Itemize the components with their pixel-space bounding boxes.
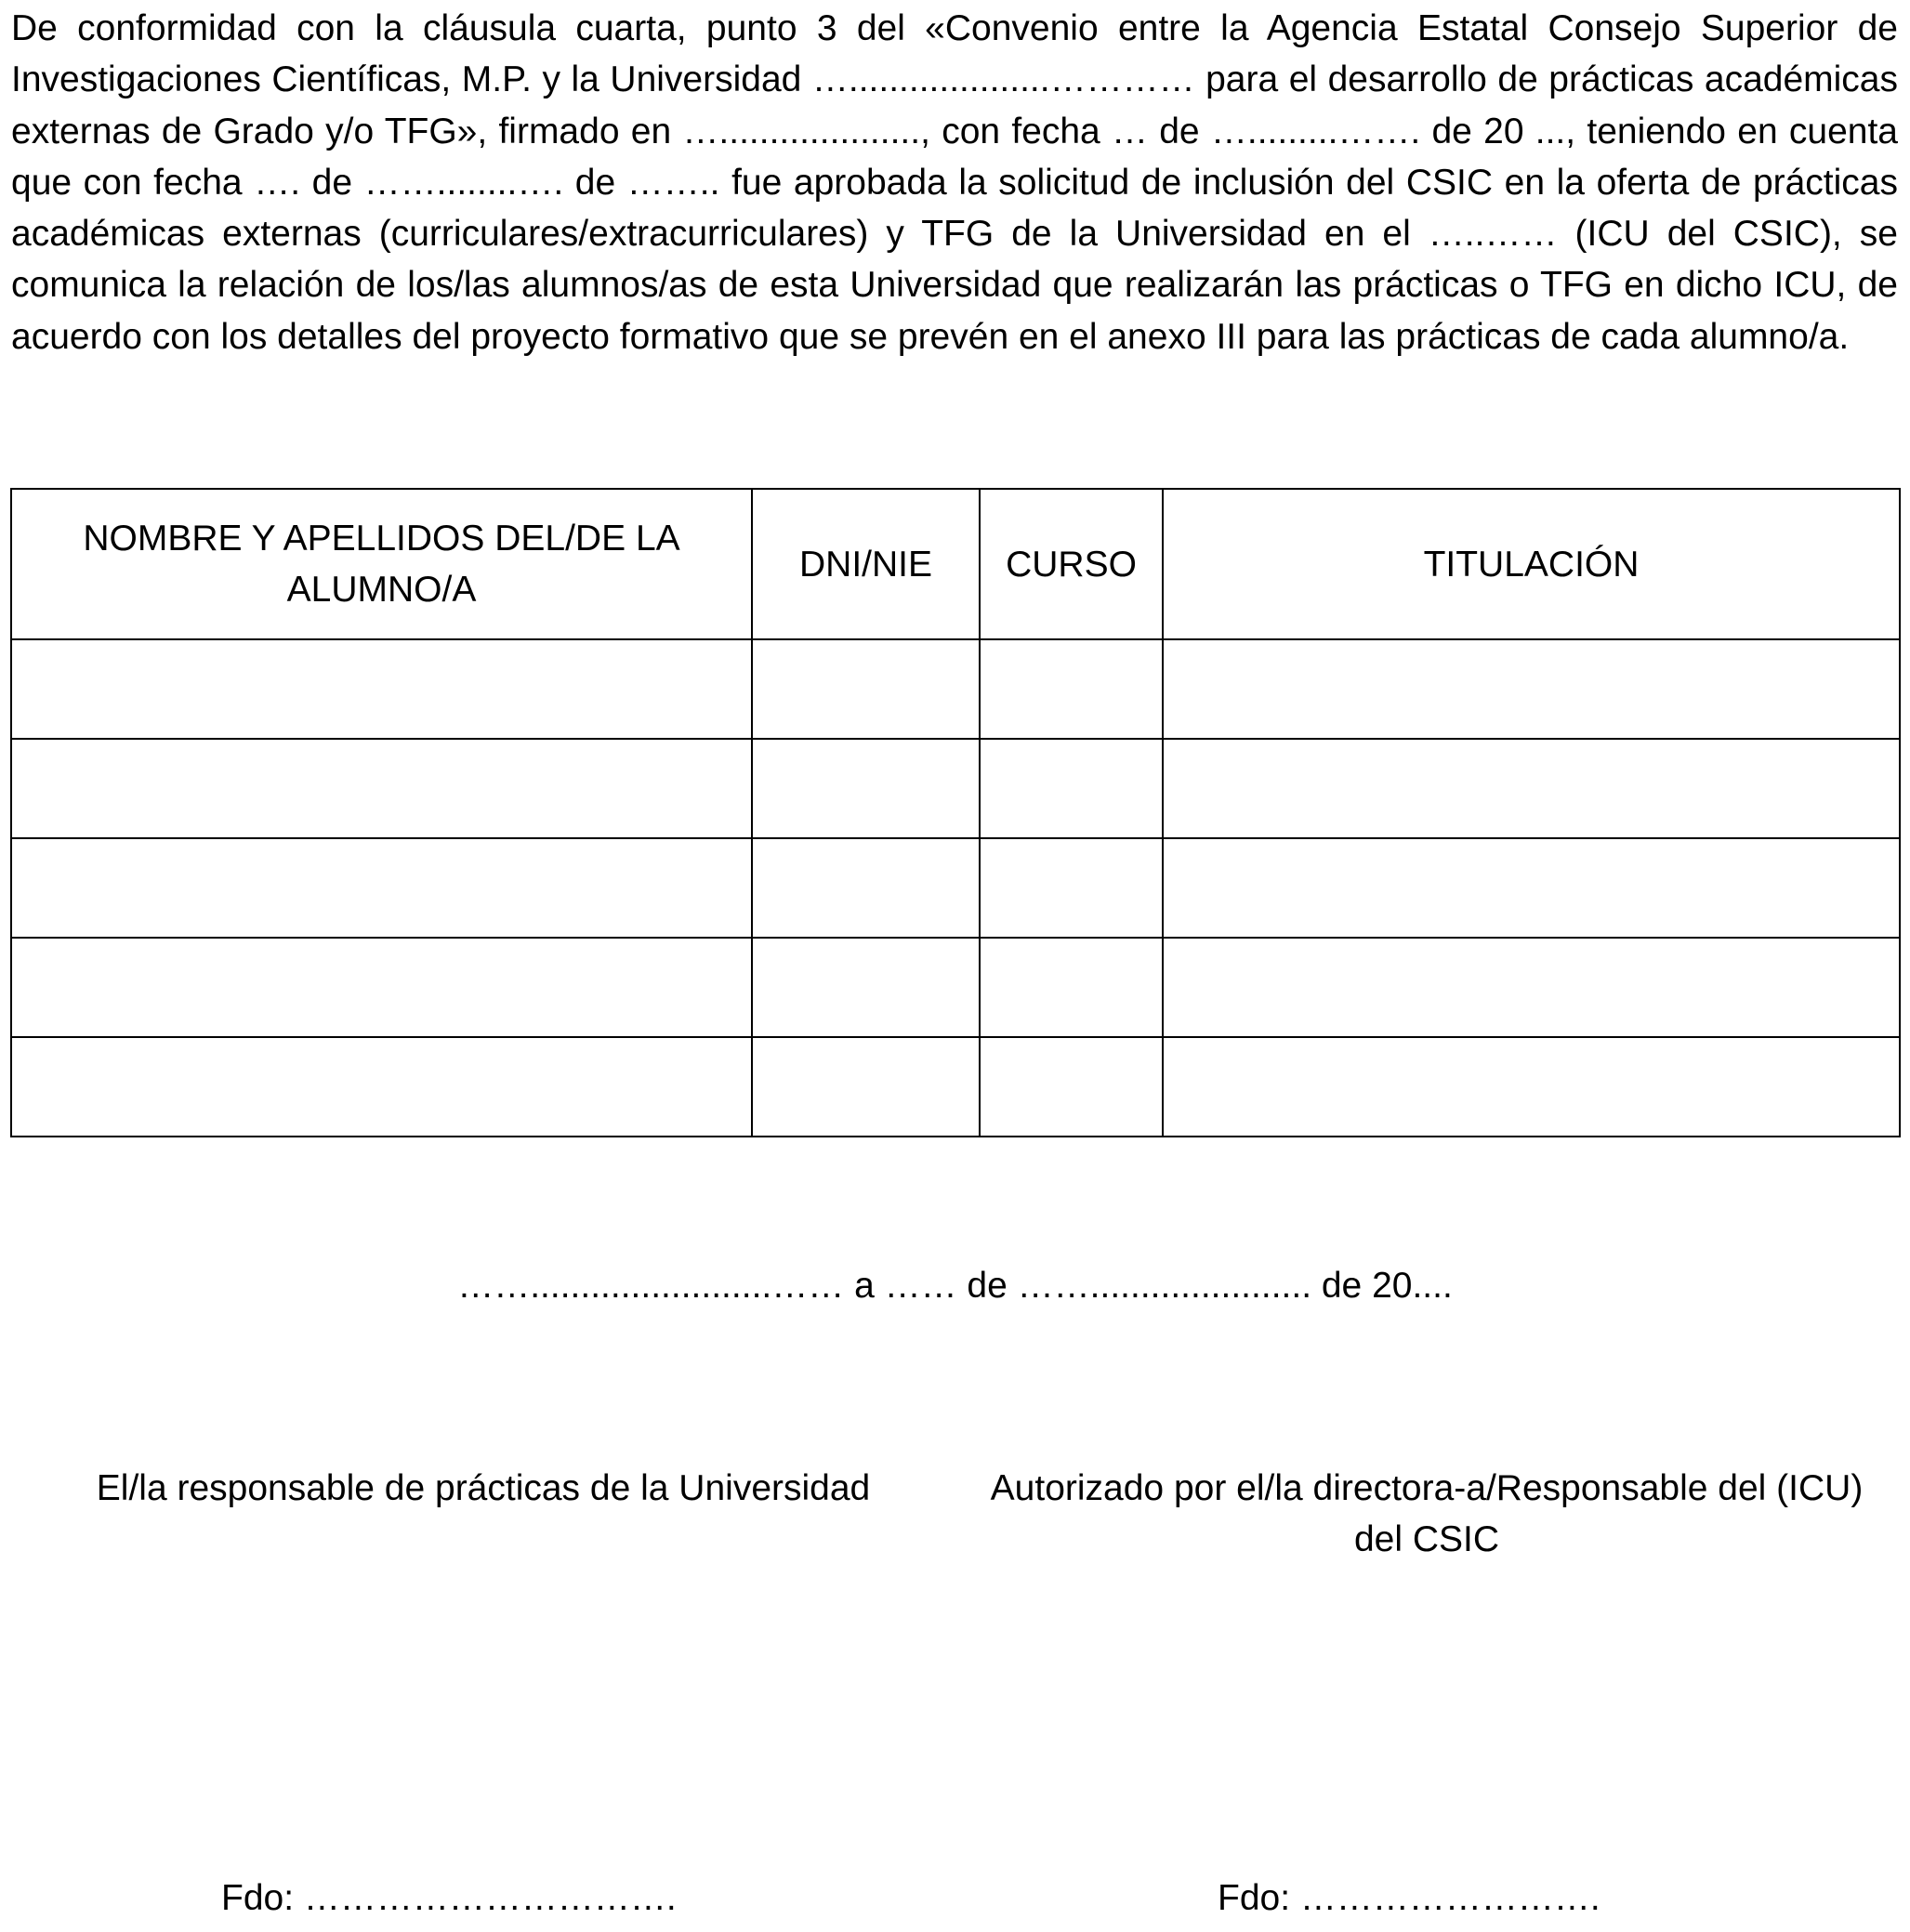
cell-dni[interactable]	[752, 1037, 980, 1137]
cell-course[interactable]	[980, 739, 1163, 838]
cell-degree[interactable]	[1163, 639, 1900, 739]
table-row	[11, 639, 1900, 739]
cell-degree[interactable]	[1163, 739, 1900, 838]
cell-course[interactable]	[980, 838, 1163, 938]
cell-dni[interactable]	[752, 739, 980, 838]
university-signatory-title: El/la responsable de prácticas de la Universidad	[96, 1468, 871, 1508]
cell-course[interactable]	[980, 938, 1163, 1037]
csic-signature-line: Fdo: …………………….	[1218, 1878, 1600, 1918]
intro-paragraph: De conformidad con la cláusula cuarta, punto 3 del «Convenio entre la Agencia Estatal Consejo Superior de Investigaciones Científicas, M.P. y la Universidad …....................………… para el desarrollo de prácticas académicas externas de Grado y/o TFG», firmado en …...................., con fecha … de ….........……. de 20 ..., teniendo en cuenta que con fecha …. de ……........…. de …….. fue aprobada la solicitud de inclusión del CSIC en la oferta de prácticas académicas externas (curriculares/extracurriculares) y TFG de la Universidad en el …..…… (ICU del CSIC), se comunica la relación de los/las alumnos/as de esta Universidad que realizarán las prácticas o TFG en dicho ICU, de acuerdo con los detalles del proyecto formativo que se prevén en el anexo III para las prácticas de cada alumno/a.	[11, 8, 1898, 357]
table-row	[11, 1037, 1900, 1137]
cell-degree[interactable]	[1163, 938, 1900, 1037]
cell-degree[interactable]	[1163, 1037, 1900, 1137]
cell-degree[interactable]	[1163, 838, 1900, 938]
students-table	[10, 488, 1901, 1137]
cell-name[interactable]	[11, 938, 752, 1037]
cell-name[interactable]	[11, 739, 752, 838]
cell-dni[interactable]	[752, 838, 980, 938]
table-row	[11, 938, 1900, 1037]
table-row	[11, 838, 1900, 938]
header-degree: TITULACIÓN	[1163, 489, 1900, 639]
cell-name[interactable]	[11, 1037, 752, 1137]
cell-dni[interactable]	[752, 938, 980, 1037]
header-name: NOMBRE Y APELLIDOS DEL/DE LA ALUMNO/A	[11, 489, 752, 639]
cell-course[interactable]	[980, 1037, 1163, 1137]
table-header-row	[11, 489, 1900, 639]
cell-course[interactable]	[980, 639, 1163, 739]
university-signature-line: Fdo: ………………………….	[221, 1878, 677, 1918]
cell-name[interactable]	[11, 838, 752, 938]
header-course: CURSO	[980, 489, 1163, 639]
cell-dni[interactable]	[752, 639, 980, 739]
cell-name[interactable]	[11, 639, 752, 739]
table-row	[11, 739, 1900, 838]
place-date-line: ……........................…… a …… de ……...................... de 20....	[457, 1266, 1453, 1306]
header-dni: DNI/NIE	[752, 489, 980, 639]
csic-signatory-title: Autorizado por el/la directora-a/Responsable del (ICU) del CSIC	[990, 1468, 1864, 1559]
